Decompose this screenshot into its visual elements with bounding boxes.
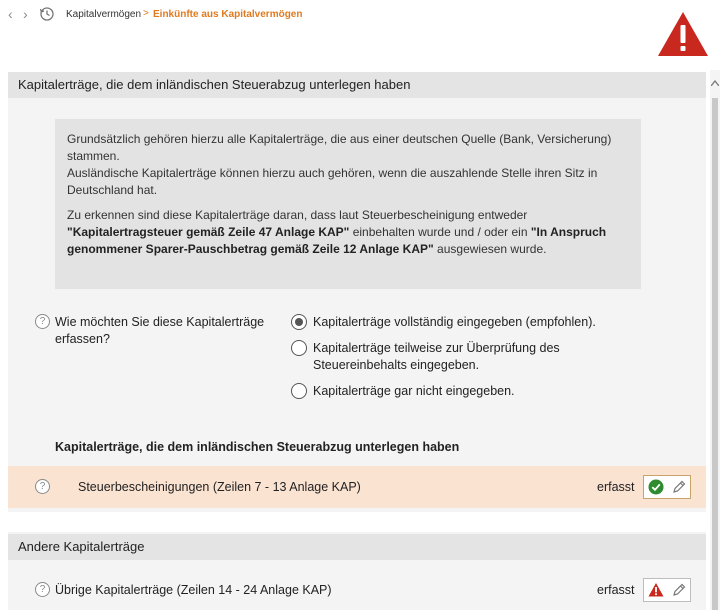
warning-icon — [648, 582, 664, 598]
radio-label: Kapitalerträge vollständig eingegeben (empfohlen). — [313, 315, 596, 329]
row-label: Übrige Kapitalerträge (Zeilen 14 - 24 Anlage KAP) — [55, 583, 332, 597]
radio-option-teilweise[interactable] — [291, 340, 601, 376]
scroll-up-icon[interactable] — [711, 80, 719, 86]
status-text: erfasst — [597, 583, 635, 597]
section-header-inlaendisch: Kapitalerträge, die dem inländischen Steuerabzug unterlegen haben — [8, 72, 706, 98]
warning-icon — [657, 10, 709, 58]
top-bar — [0, 0, 720, 70]
row-steuerbescheinigungen[interactable] — [8, 466, 706, 508]
help-icon[interactable]: ? — [35, 582, 50, 597]
radio-label: Kapitalerträge gar nicht eingegeben. — [313, 384, 515, 398]
radio-label: Kapitalerträge teilweise zur Überprüfung des Steuereinbehalts eingegeben. — [313, 341, 560, 372]
breadcrumb-parent[interactable]: Kapitalvermögen — [66, 9, 142, 20]
pencil-icon — [671, 479, 687, 495]
history-icon[interactable] — [39, 6, 55, 22]
back-button[interactable]: ‹ — [8, 6, 13, 22]
subheading-inlaendisch: Kapitalerträge, die dem inländischen Steuerabzug unterlegen haben — [55, 440, 460, 454]
info-paragraph-1 — [67, 131, 629, 199]
info-text-p2-start: Zu erkennen sind diese Kapitalerträge daran, dass laut Steuerbescheinigung entweder — [67, 208, 528, 222]
info-text-kapst: "Kapitalertragsteuer gemäß Zeile 47 Anlage KAP" — [67, 225, 350, 239]
info-text-p2-mid: einbehalten wurde und / oder ein — [352, 225, 528, 239]
radio-button-checked[interactable] — [291, 314, 307, 330]
scrollbar-thumb[interactable] — [712, 98, 718, 610]
breadcrumb-current: Einkünfte aus Kapitalvermögen — [153, 9, 303, 20]
row-label: Steuerbescheinigungen (Zeilen 7 - 13 Anlage KAP) — [78, 480, 361, 494]
info-text-pauschbetrag: "In Anspruch genommener Sparer-Pauschbetrag gemäß Zeile 12 Anlage KAP" — [67, 225, 607, 256]
info-text-p2-end: ausgewiesen wurde. — [437, 242, 547, 256]
status-text: erfasst — [597, 480, 635, 494]
help-icon[interactable]: ? — [35, 314, 50, 329]
breadcrumb-separator: > — [143, 8, 149, 19]
radio-button[interactable] — [291, 340, 307, 356]
question-label: Wie möchten Sie diese Kapitalerträge erfassen? — [55, 315, 265, 346]
edit-button[interactable] — [643, 475, 691, 499]
edit-button[interactable] — [643, 578, 691, 602]
info-text-line2: Ausländische Kapitalerträge können hierzu auch gehören, wenn die auszahlende Stelle ihren Sitz in Deutschland hat. — [67, 166, 598, 197]
info-text-line1: Grundsätzlich gehören hierzu alle Kapitalerträge, die aus einer deutschen Quelle (Bank, Versicherung) stammen. — [67, 132, 612, 163]
forward-button[interactable]: › — [23, 6, 28, 22]
row-uebrige-kapitalertraege[interactable] — [8, 569, 706, 611]
info-paragraph-2 — [67, 207, 629, 258]
help-icon[interactable]: ? — [35, 479, 50, 494]
radio-button[interactable] — [291, 383, 307, 399]
section-gap — [8, 512, 706, 532]
section-header-andere: Andere Kapitalerträge — [8, 534, 706, 560]
info-box — [55, 119, 641, 289]
check-icon — [648, 479, 664, 495]
pencil-icon — [671, 582, 687, 598]
